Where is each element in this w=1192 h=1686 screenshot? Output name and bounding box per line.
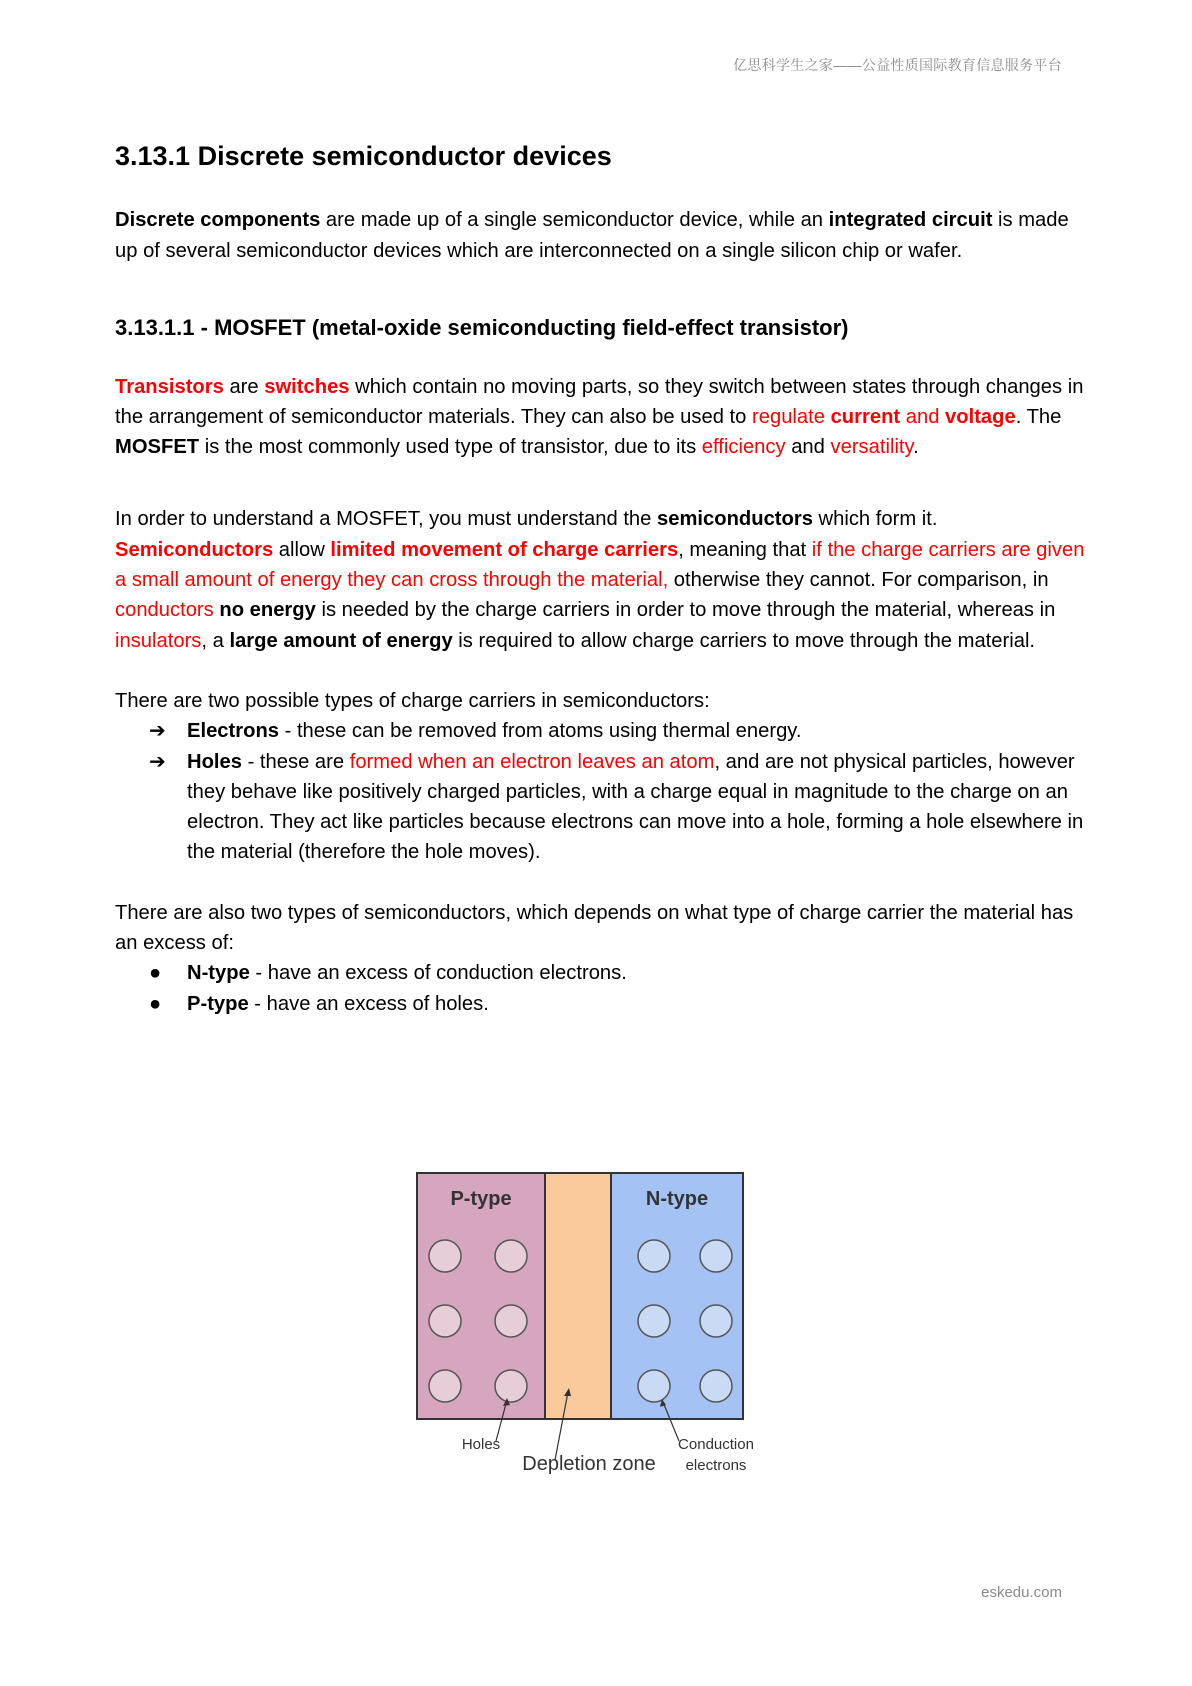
intro-paragraph: Discrete components are made up of a single semiconductor device, while an integrated circuit is made up of several semiconductor devices which are interconnected on a single silicon chip or wafer. — [115, 209, 1069, 262]
hole-circle — [429, 1240, 461, 1272]
list-item: ● N-type - have an excess of conduction electrons. — [115, 958, 1095, 988]
conduction-electrons-label-line2: electrons — [685, 1457, 747, 1474]
depletion-zone-label: Depletion zone — [522, 1453, 656, 1475]
hole-circle — [429, 1370, 461, 1402]
electron-circle — [638, 1305, 670, 1337]
carriers-list — [115, 716, 1095, 867]
electron-circle — [700, 1370, 732, 1402]
electron-circle — [700, 1305, 732, 1337]
footer-site-url: eskedu.com — [981, 1584, 1062, 1601]
n-type-label: N-type — [645, 1188, 709, 1210]
conduction-electrons-label-line1: Conduction — [678, 1436, 754, 1453]
transistors-paragraph: Transistors are switches which contain no moving parts, so they switch between states through changes in the arrangement of semiconductor materials. They can also be used to regulate current and voltage. The MOSFET is the most commonly used type of transistor, due to its efficiency and versatility. — [115, 375, 1084, 459]
types-list — [115, 958, 1095, 1019]
list-item: ● P-type - have an excess of holes. — [115, 989, 1095, 1019]
electron-circle — [700, 1240, 732, 1272]
electron-circle — [638, 1370, 670, 1402]
hole-circle — [495, 1370, 527, 1402]
dot-bullet-icon: ● — [149, 992, 162, 1015]
arrow-bullet-icon: ➔ — [149, 750, 166, 773]
list-item: ➔ Electrons - these can be removed from atoms using thermal energy. — [115, 716, 1095, 746]
document-body — [115, 140, 1095, 1019]
hole-circle — [495, 1240, 527, 1272]
list-item: ➔ Holes - these are formed when an electron leaves an atom, and are not physical particles, however they behave like positively charged particles, with a charge equal in magnitude to the charge on an electron. They act like particles because electrons can move into a hole, forming a hole elsewhere in the material (therefore the hole moves). — [115, 747, 1095, 868]
p-type-label: P-type — [450, 1188, 512, 1210]
hole-circle — [429, 1305, 461, 1337]
header-site-note: 亿思科学生之家——公益性质国际教育信息服务平台 — [733, 57, 1062, 73]
depletion-zone-region — [545, 1173, 611, 1419]
arrow-bullet-icon: ➔ — [149, 720, 166, 743]
dot-bullet-icon: ● — [149, 962, 162, 985]
holes-label: Holes — [461, 1436, 501, 1453]
carriers-intro: There are two possible types of charge carriers in semiconductors: — [115, 689, 710, 712]
section-title: 3.13.1 Discrete semiconductor devices — [115, 141, 612, 171]
electron-circle — [638, 1240, 670, 1272]
subsection-title: 3.13.1.1 - MOSFET (metal-oxide semiconducting field-effect transistor) — [115, 314, 849, 340]
types-intro: There are also two types of semiconductors, which depends on what type of charge carrier the material has an excess of: — [115, 901, 1074, 955]
pn-junction-diagram — [414, 1170, 776, 1480]
hole-circle — [495, 1305, 527, 1337]
semiconductors-paragraph: In order to understand a MOSFET, you must understand the semiconductors which form it. Semiconductors allow limited movement of charge carriers, meaning that if the charge carriers are given a small amount of energy they can cross through the material, otherwise they cannot. For comparison, in conductors no energy is needed by the charge carriers in order to move through the material, whereas in insulators, a large amount of energy is required to allow charge carriers to move through the material. — [115, 508, 1085, 652]
